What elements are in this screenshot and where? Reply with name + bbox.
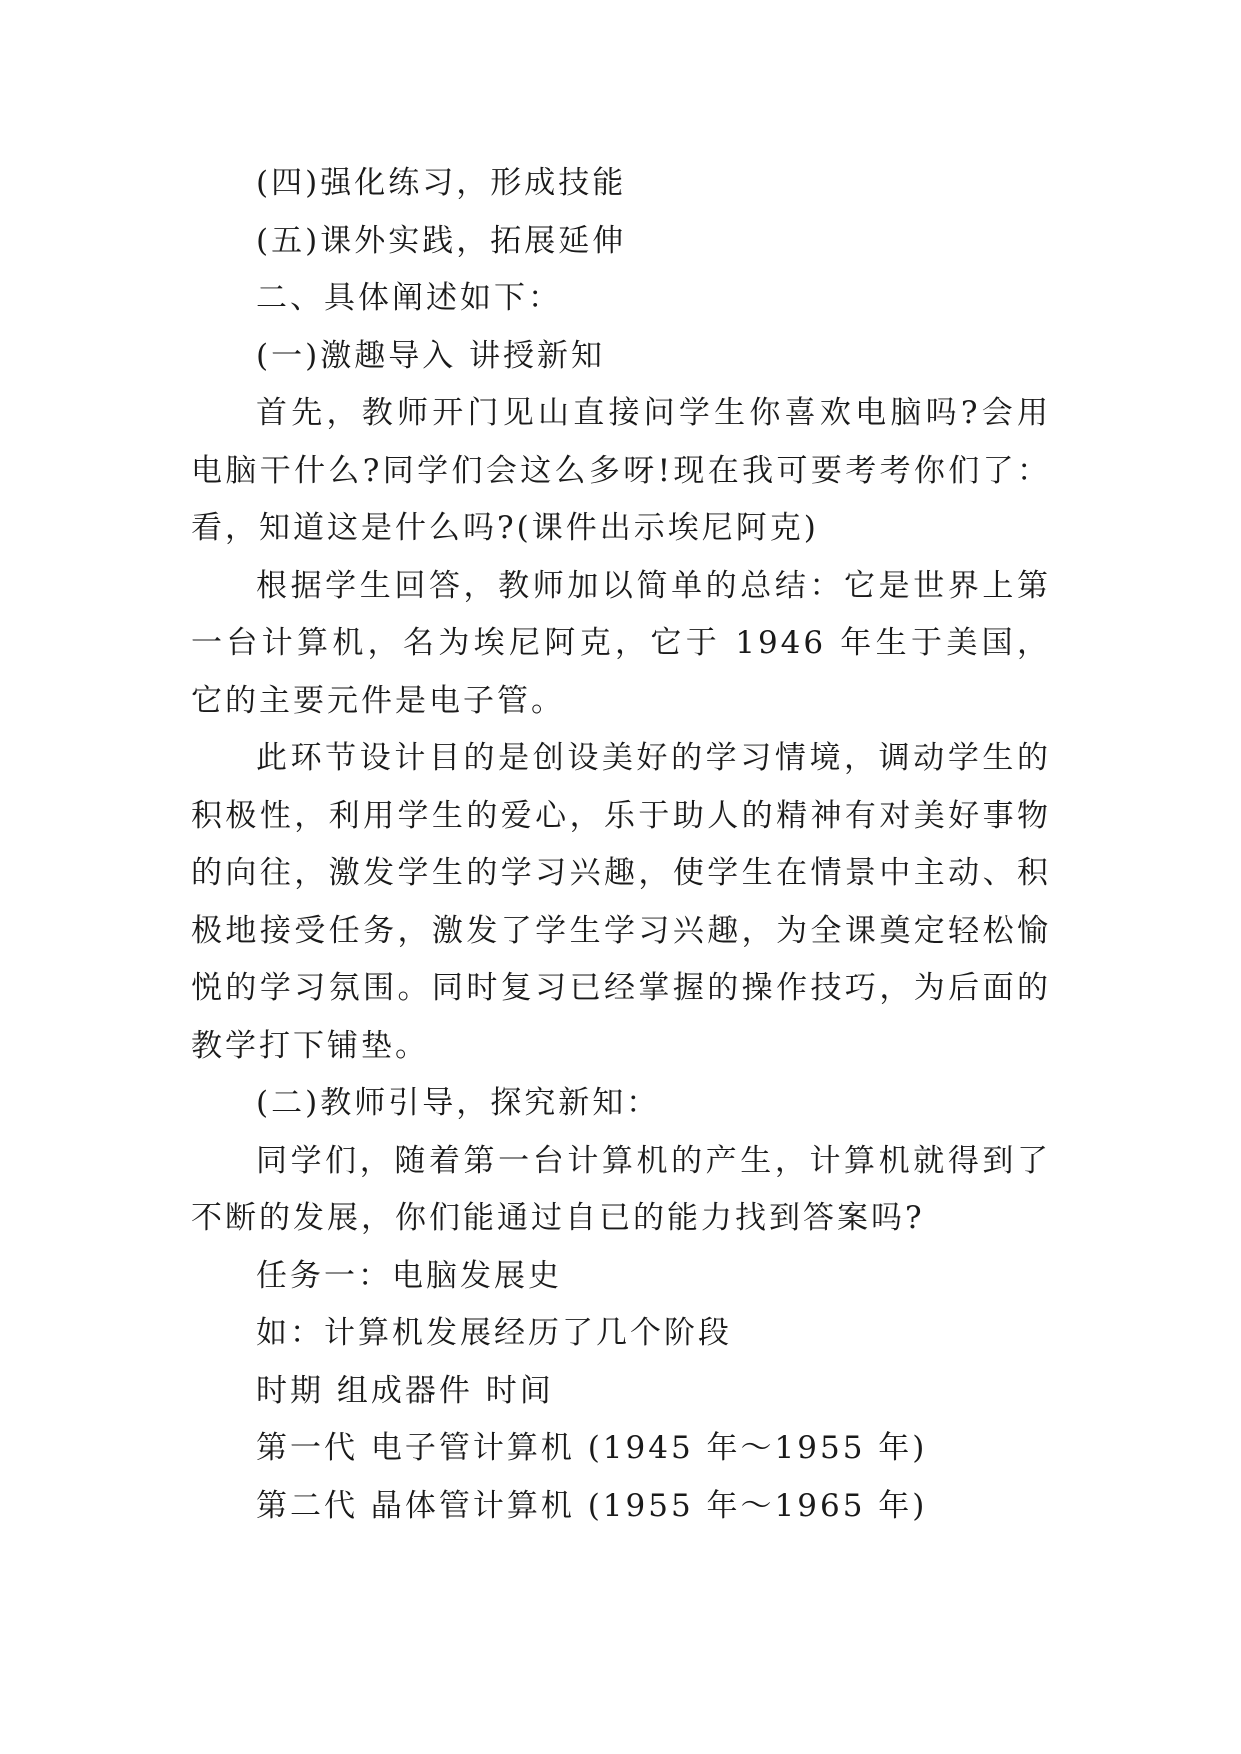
table-header-row: 时期 组成器件 时间: [256, 1372, 554, 1409]
table-row: 第二代 晶体管计算机 (1955 年～1965 年): [256, 1487, 928, 1524]
task-example: 如：计算机发展经历了几个阶段: [256, 1315, 732, 1351]
subsection-heading-2: (二)教师引导，探究新知：: [256, 1085, 661, 1121]
subsection-heading-1: (一)激趣导入 讲授新知: [256, 337, 606, 374]
paragraph-summary: 根据学生回答，教师加以简单的总结：它是世界上第一台计算机，名为埃尼阿克，它于 1946 年生于美国，它的主要元件是电子管。: [191, 567, 1051, 719]
list-item-4: (四)强化练习，形成技能: [256, 165, 627, 201]
list-item-5: (五)课外实践，拓展延伸: [256, 222, 627, 259]
paragraph-intro-question: 首先，教师开门见山直接问学生你喜欢电脑吗?会用电脑干什么?同学们会这么多呀!现在我可要考考你们了：看，知道这是什么吗?(课件出示埃尼阿克): [191, 395, 1051, 546]
paragraph-guidance: 同学们，随着第一台计算机的产生，计算机就得到了不断的发展，你们能通过自已的能力找到答案吗?: [191, 1142, 1051, 1236]
table-row: 第一代 电子管计算机 (1945 年～1955 年): [256, 1430, 928, 1466]
section-heading: 二、具体阐述如下：: [256, 280, 562, 316]
document-body: [191, 155, 1051, 1535]
paragraph-design-purpose: 此环节设计目的是创设美好的学习情境，调动学生的积极性，利用学生的爱心，乐于助人的精神有对美好事物的向往，激发学生的学习兴趣，使学生在情景中主动、积极地接受任务，激发了学生学习兴趣，为全课奠定轻松愉悦的学习氛围。同时复习已经掌握的操作技巧，为后面的教学打下铺垫。: [191, 740, 1051, 1064]
task-heading: 任务一：电脑发展史: [256, 1257, 562, 1294]
